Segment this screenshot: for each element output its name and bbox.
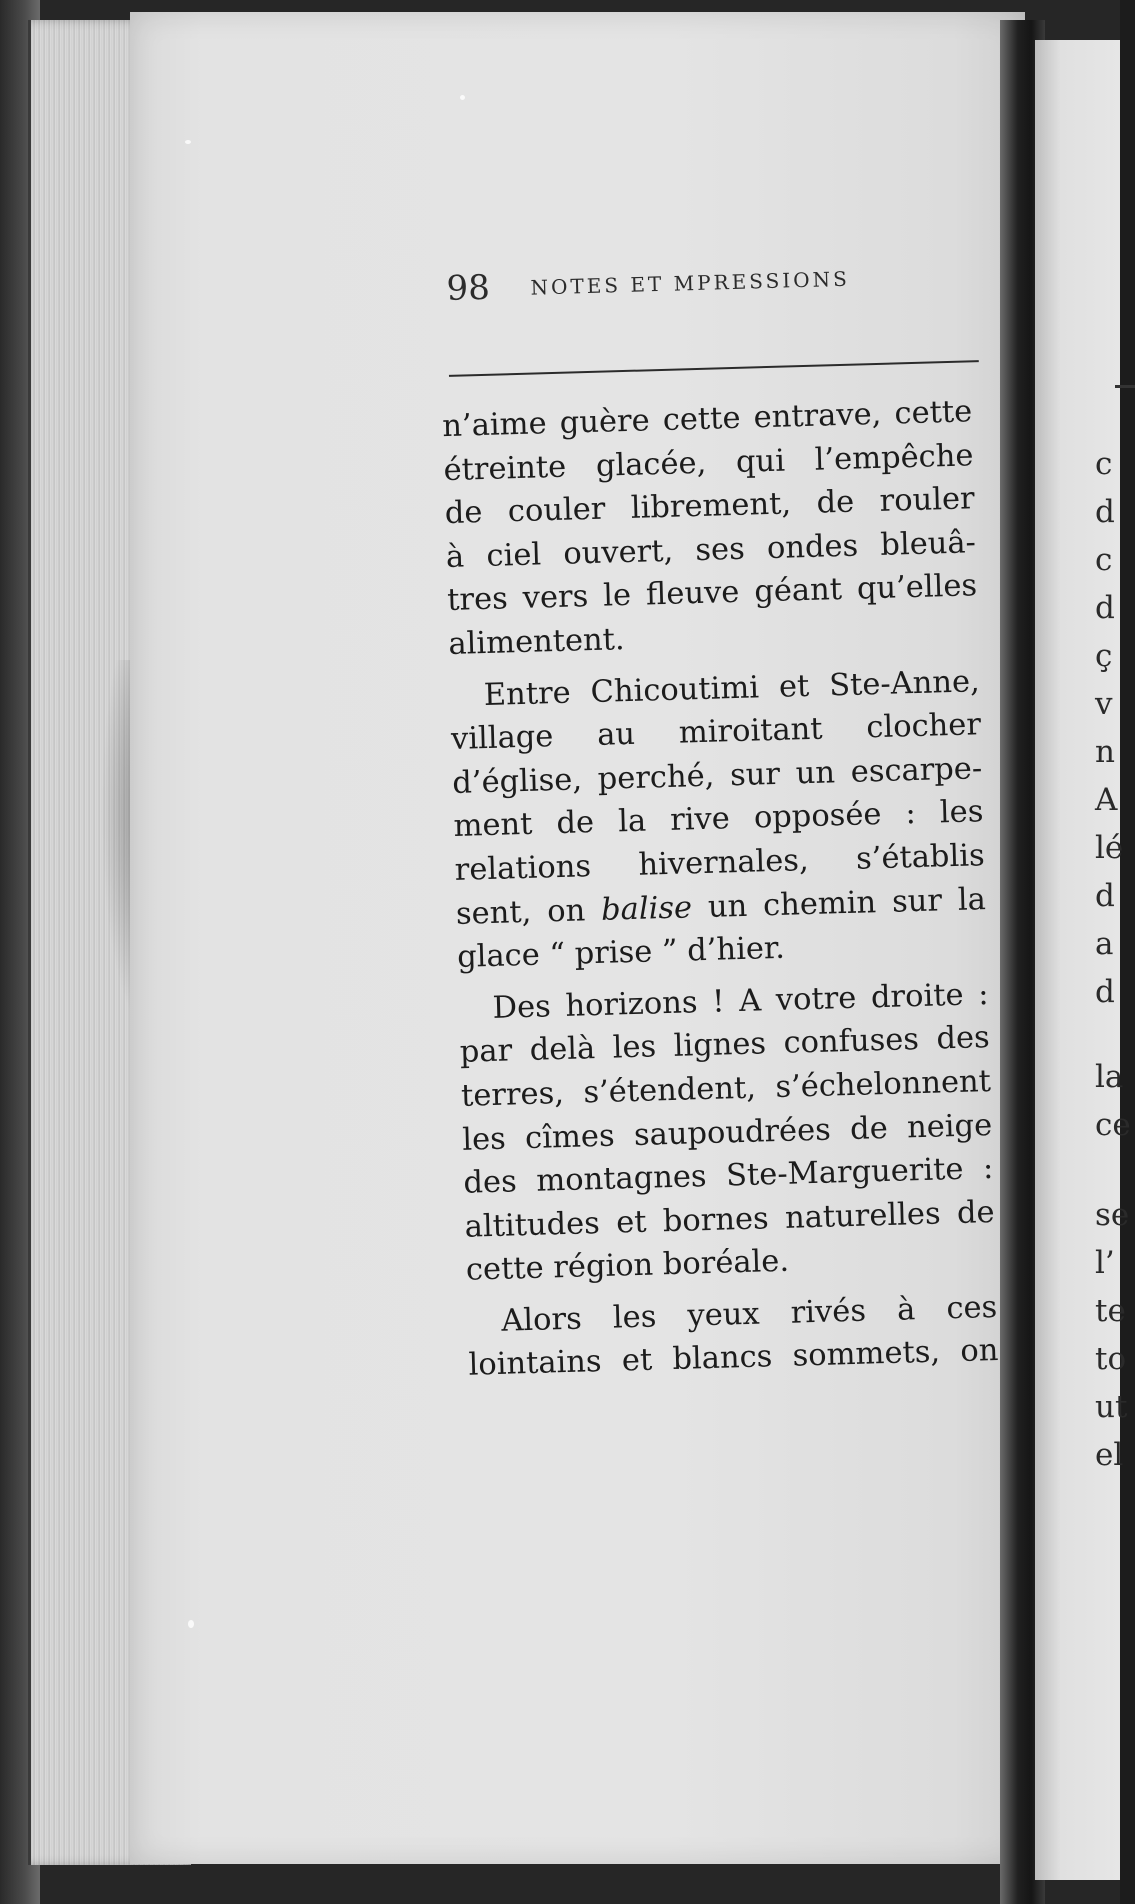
text-line: des montagnes Ste-Marguerite : <box>463 1151 994 1201</box>
facing-text-fragment: ce <box>1095 1107 1131 1143</box>
text-line: Entre Chicoutimi et Ste-Anne, <box>483 663 981 713</box>
text-line: par delà les lignes confuses des <box>459 1020 991 1071</box>
facing-text-fragment: d <box>1095 974 1115 1010</box>
facing-text-fragment: lé <box>1095 830 1124 866</box>
facing-text-fragment: l’ <box>1095 1245 1115 1281</box>
text-line: relations hivernales, s’établis <box>454 838 986 888</box>
page-text-block <box>408 254 999 1396</box>
text-line: n’aime guère cette entrave, cette <box>441 394 973 445</box>
text-line: étreinte glacée, qui l’empêche <box>443 437 974 488</box>
paragraph-4 <box>467 1286 999 1388</box>
facing-text-fragment: n <box>1095 734 1115 770</box>
facing-text-fragment: to <box>1095 1341 1127 1377</box>
dust-speck <box>188 1620 194 1628</box>
facing-text-fragment: se <box>1095 1197 1130 1233</box>
text-line: village au miroitant clocher <box>450 707 982 758</box>
text-line: les cîmes saupoudrées de neige <box>461 1107 993 1158</box>
text-line: glace “ prise ” d’hier. <box>456 930 786 976</box>
facing-head-rule <box>1115 385 1135 388</box>
facing-text-fragment: d <box>1095 590 1115 626</box>
facing-text-fragment: la <box>1095 1059 1124 1095</box>
italic-word: balise <box>600 889 693 928</box>
text-line: Des horizons ! A votre droite : <box>492 976 989 1026</box>
facing-text-fragment: c <box>1095 446 1113 482</box>
text-line: Alors les yeux rivés à ces <box>500 1289 998 1339</box>
text-line: alimentent. <box>447 622 626 662</box>
text-fragment: un chemin sur la <box>691 881 987 925</box>
facing-text-fragment: d <box>1095 494 1115 530</box>
text-line: lointains et blancs sommets, on <box>468 1333 999 1384</box>
facing-text-fragment: te <box>1095 1293 1126 1329</box>
facing-text-fragment: d <box>1095 878 1115 914</box>
dust-speck <box>460 95 465 100</box>
text-line: ment de la rive opposée : les <box>453 794 984 845</box>
facing-text-fragment: el <box>1095 1437 1124 1473</box>
facing-text-fragment: v <box>1095 686 1113 722</box>
paragraph-3 <box>458 973 996 1293</box>
text-line: à ciel ouvert, ses ondes bleuâ- <box>445 525 977 575</box>
paragraph-2 <box>449 660 987 980</box>
facing-text-fragment: ut <box>1095 1389 1128 1425</box>
text-line: cette région boréale. <box>465 1244 790 1289</box>
text-line: tres vers le fleuve géant qu’elles <box>446 568 978 619</box>
facing-text-fragment: a <box>1095 926 1114 962</box>
text-line: altitudes et bornes naturelles de <box>464 1194 996 1245</box>
running-title: NOTES ET MPRESSIONS <box>530 266 851 300</box>
header-rule <box>449 360 979 377</box>
text-fragment: sent, on <box>455 892 602 932</box>
page-number: 98 <box>445 267 491 309</box>
paragraph-1 <box>442 390 979 666</box>
dust-speck <box>185 140 191 144</box>
facing-text-fragment: A <box>1095 782 1118 818</box>
text-line: d’église, perché, sur un escarpe- <box>451 750 983 801</box>
facing-text-fragment: ç <box>1095 638 1113 674</box>
text-line: de couler librement, de rouler <box>444 481 976 532</box>
text-line: terres, s’étendent, s’échelonnent <box>460 1063 992 1114</box>
facing-text-fragment: c <box>1095 542 1113 578</box>
